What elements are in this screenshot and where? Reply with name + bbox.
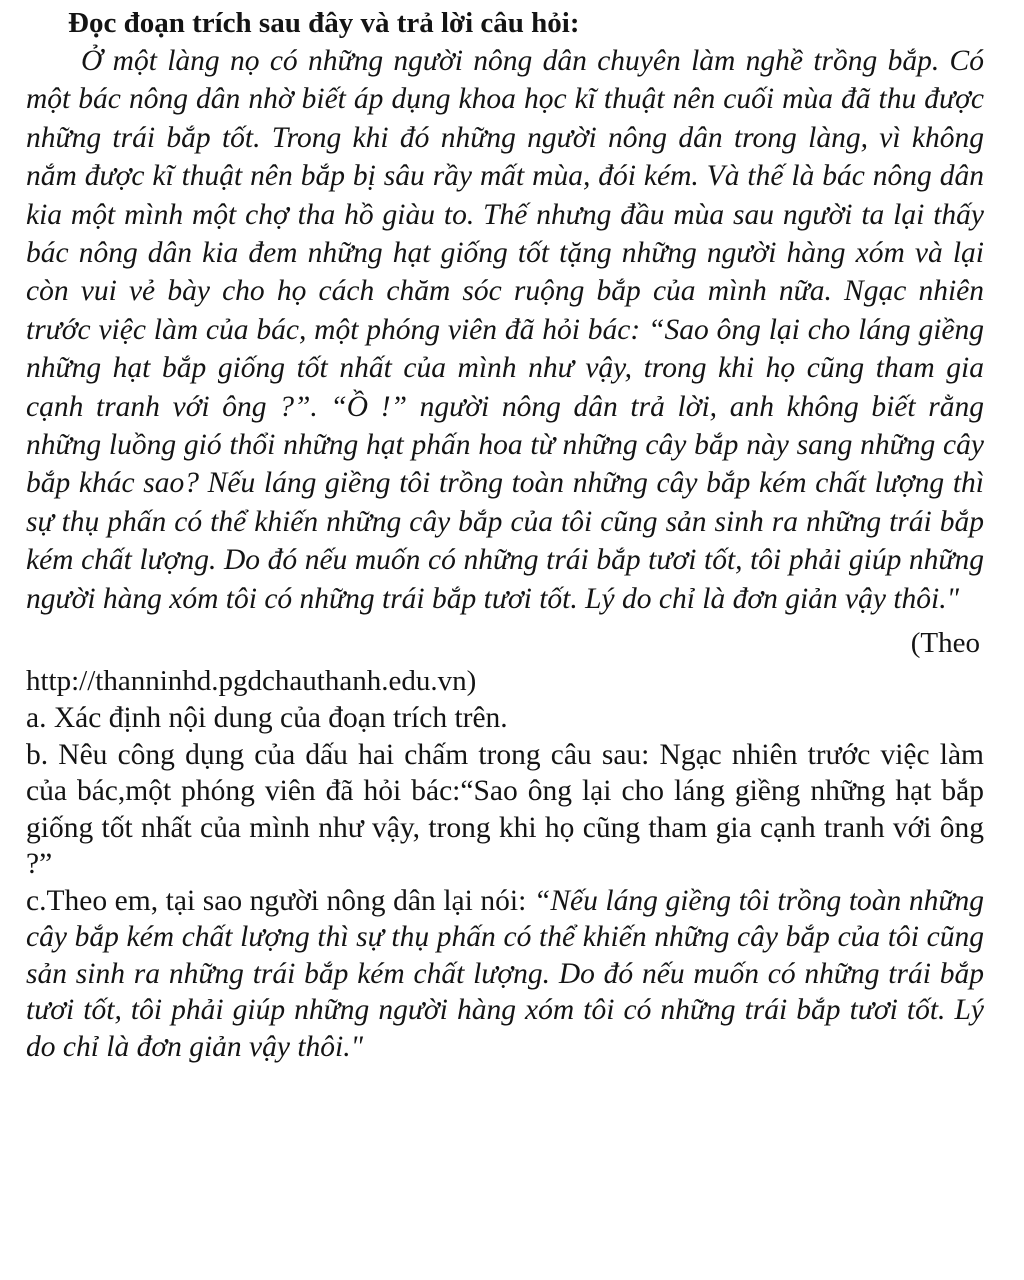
question-a: a. Xác định nội dung của đoạn trích trên. [26,702,508,735]
source-prefix: (Theo [910,627,980,660]
question-b: b. Nêu công dụng của dấu hai chấm trong câu sau: Ngạc nhiên trước việc làm của bác,một phóng viên đã hỏi bác:“Sao ông lại cho láng giềng những hạt bắp giống tốt nhất của mình như vậy, trong khi họ cũng tham gia cạnh tranh với ông ?” [26,738,984,881]
exercise-heading: Đọc đoạn trích sau đây và trả lời câu hỏi: [68,7,580,39]
reading-passage: Ở một làng nọ có những người nông dân chuyên làm nghề trồng bắp. Có một bác nông dân nhờ biết áp dụng khoa học kĩ thuật nên cuối mùa đã thu được những trái bắp tốt. Trong khi đó những người nông dân trong làng, vì không nắm được kĩ thuật nên bắp bị sâu rầy mất mùa, đói kém. Và thế là bác nông dân kia một mình một chợ tha hồ giàu to. Thế nhưng đầu mùa sau người ta lại thấy bác nông dân kia đem những hạt giống tốt tặng những người hàng xóm và lại còn vui vẻ bày cho họ cách chăm sóc ruộng bắp của mình nữa. Ngạc nhiên trước việc làm của bác, một phóng viên đã hỏi bác: “Sao ông lại cho láng giềng những hạt bắp giống tốt nhất của mình như vậy, trong khi họ cũng tham gia cạnh tranh với ông ?”. “Ồ !” người nông dân trả lời, anh không biết rằng những luồng gió thổi những hạt phấn hoa từ những cây bắp này sang những cây bắp khác sao? Nếu láng giềng tôi trồng toàn những cây bắp kém chất lượng thì sự thụ phấn có thể khiến những cây bắp của tôi cũng sản sinh ra những trái bắp kém chất lượng. Do đó nếu muốn có những trái bắp tươi tốt, tôi phải giúp những người hàng xóm tôi có những trái bắp tươi tốt. Lý do chỉ là đơn giản vậy thôi." [26,45,984,615]
source-url: http://thanninhd.pgdchauthanh.edu.vn) [26,665,477,698]
question-c-prefix: c.Theo em, tại sao người nông dân lại nói: [26,884,534,917]
document-page [26,4,984,1065]
question-c-quote: “Nếu láng giềng tôi trồng toàn những cây bắp kém chất lượng thì sự thụ phấn có thể khiến những cây bắp của tôi cũng sản sinh ra những trái bắp kém chất lượng. Do đó nếu muốn có những trái bắp tươi tốt, tôi phải giúp những người hàng xóm tôi có những trái bắp tươi tốt. Lý do chỉ là đơn giản vậy thôi." [26,884,984,1063]
question-c [26,883,984,1066]
